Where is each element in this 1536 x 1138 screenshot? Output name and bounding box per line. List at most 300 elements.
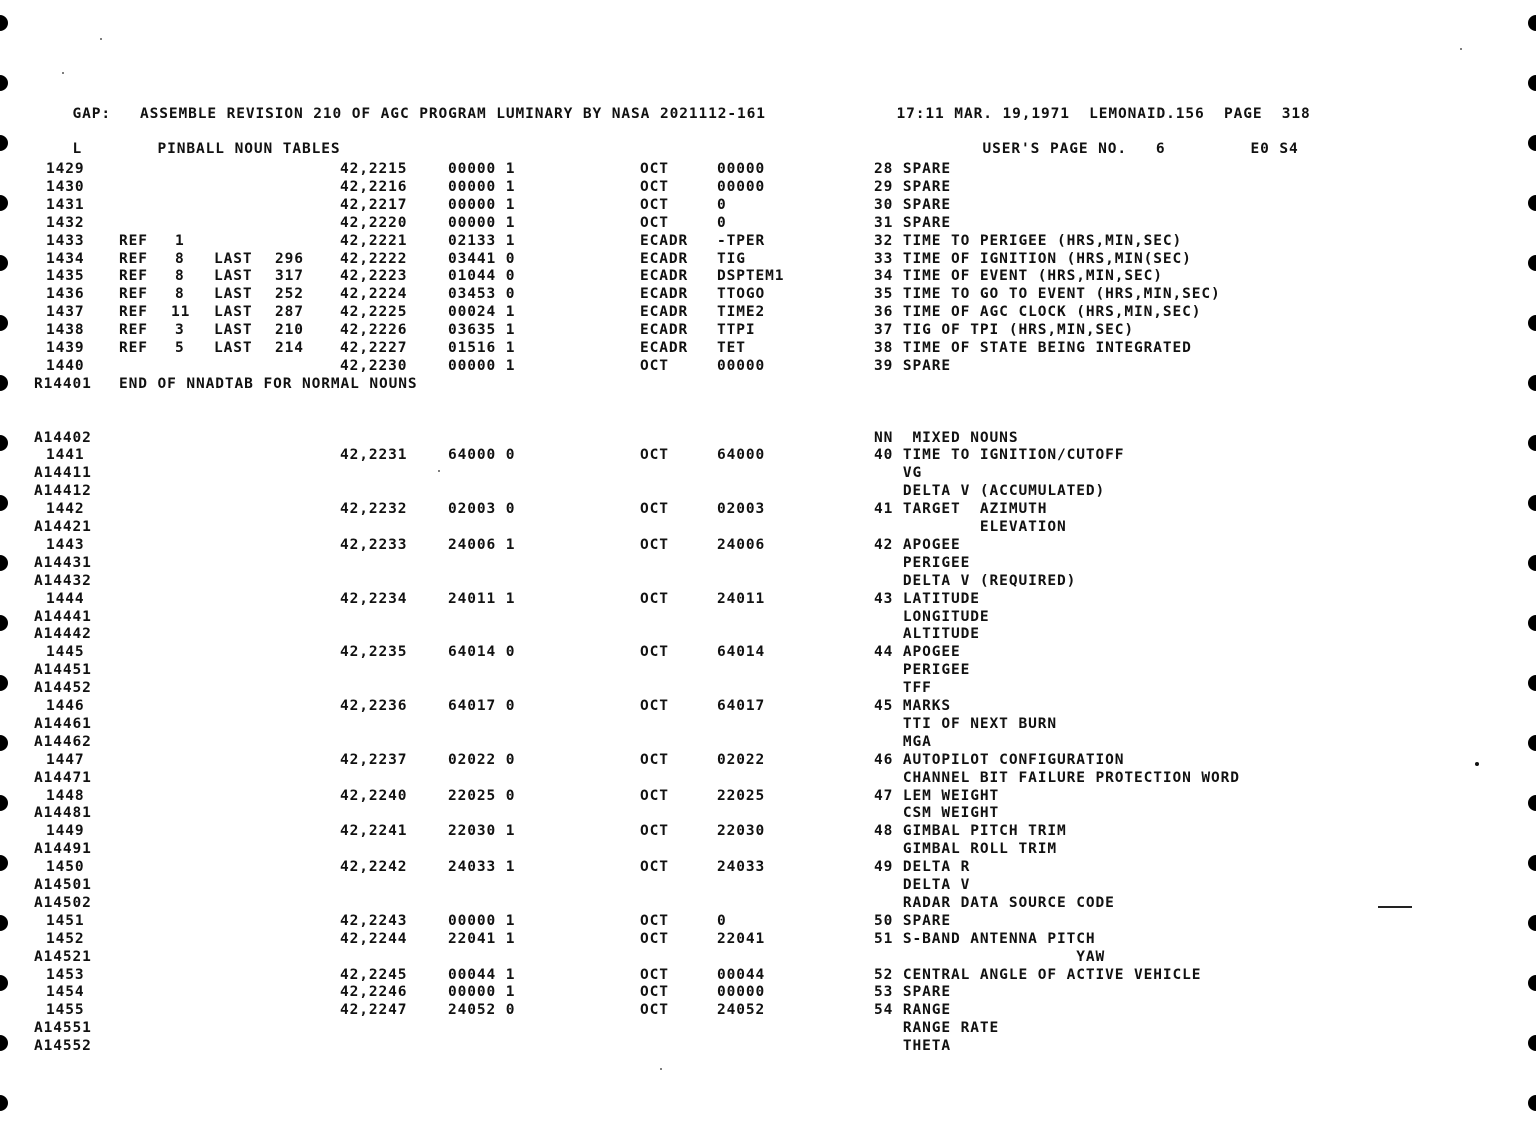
comment: GIMBAL ROLL TRIM — [874, 841, 1057, 858]
operand: 02003 — [717, 501, 766, 518]
opcode: OCT — [640, 751, 669, 768]
listing-line — [0, 251, 1536, 269]
last-label: LAST — [214, 304, 253, 321]
operand: 00000 — [717, 178, 766, 195]
comment: RADAR DATA SOURCE CODE — [874, 894, 1115, 911]
seq-number: 1436 — [46, 286, 85, 303]
opcode: ECADR — [640, 232, 689, 249]
octal-word: 01044 0 — [448, 268, 516, 285]
address: 42,2236 — [340, 698, 408, 714]
address: 42,2233 — [340, 536, 408, 553]
octal-word: 00024 1 — [448, 304, 516, 321]
comment: 36 TIME OF AGC CLOCK (HRS,MIN,SEC) — [874, 304, 1202, 321]
print-dash-mark — [1378, 906, 1412, 908]
operand: 64014 — [717, 644, 766, 661]
address: 42,2221 — [340, 232, 408, 249]
listing-line — [0, 752, 1536, 770]
opcode: OCT — [640, 357, 669, 374]
comment: 50 SPARE — [874, 912, 952, 929]
comment: 35 TIME TO GO TO EVENT (HRS,MIN,SEC) — [874, 286, 1221, 303]
print-speck — [1475, 762, 1479, 766]
comment: 38 TIME OF STATE BEING INTEGRATED — [874, 340, 1192, 356]
comment: 41 TARGET AZIMUTH — [874, 501, 1048, 518]
octal-word: 24011 1 — [448, 590, 516, 607]
comment: 31 SPARE — [874, 214, 952, 231]
address: 42,2225 — [340, 304, 408, 321]
listing-line — [0, 1002, 1536, 1020]
address: 42,2246 — [340, 984, 408, 1001]
seq-number: A14412 — [34, 483, 92, 500]
operand: 00000 — [717, 161, 766, 177]
comment: RANGE RATE — [874, 1020, 1000, 1037]
operand: 00044 — [717, 966, 766, 983]
last-label: LAST — [214, 250, 253, 267]
listing-line — [0, 716, 1536, 734]
ref-count: 8 — [175, 250, 185, 267]
octal-word: 02022 0 — [448, 751, 516, 768]
operand: 0 — [717, 214, 727, 231]
comment: PERIGEE — [874, 554, 971, 571]
address: 42,2240 — [340, 787, 408, 804]
seq-number: 1446 — [46, 698, 85, 714]
comment: LONGITUDE — [874, 608, 990, 625]
opcode: ECADR — [640, 250, 689, 267]
operand: -TPER — [717, 232, 766, 249]
binder-hole — [0, 1095, 8, 1111]
last-label: LAST — [214, 286, 253, 303]
comment: CHANNEL BIT FAILURE PROTECTION WORD — [874, 769, 1240, 786]
last-label: LAST — [214, 322, 253, 339]
ref-label: REF — [119, 268, 148, 285]
page-code: E0 S4 — [1250, 141, 1299, 157]
opcode: OCT — [640, 590, 669, 607]
opcode: ECADR — [640, 340, 689, 356]
address: 42,2216 — [340, 178, 408, 195]
seq-number: A14491 — [34, 841, 92, 858]
seq-number: A14462 — [34, 733, 92, 750]
comment: 52 CENTRAL ANGLE OF ACTIVE VEHICLE — [874, 966, 1202, 983]
seq-number: A14502 — [34, 894, 92, 911]
comment: 43 LATITUDE — [874, 590, 980, 607]
octal-word: 00000 1 — [448, 178, 516, 195]
comment: DELTA V (REQUIRED) — [874, 572, 1077, 589]
opcode: OCT — [640, 161, 669, 177]
listing-line — [0, 430, 1536, 448]
binder-hole — [0, 135, 8, 151]
ref-count: 5 — [175, 340, 185, 356]
ref-label: REF — [119, 250, 148, 267]
listing-line — [0, 501, 1536, 519]
octal-word: 03453 0 — [448, 286, 516, 303]
comment: TFF — [874, 680, 932, 697]
address: 42,2241 — [340, 823, 408, 840]
header-timestamp: 17:11 MAR. 19,1971 LEMONAID.156 PAGE 318 — [896, 106, 1311, 122]
listing-line — [0, 215, 1536, 233]
listing-line — [0, 626, 1536, 644]
comment: THETA — [874, 1038, 952, 1055]
listing-line — [0, 984, 1536, 1002]
comment: VG — [874, 465, 923, 482]
last-page: 287 — [275, 304, 304, 321]
operand: 24006 — [717, 536, 766, 553]
listing-line — [0, 949, 1536, 967]
comment: CSM WEIGHT — [874, 805, 1000, 822]
operand: 24033 — [717, 859, 766, 876]
seq-number: 1443 — [46, 536, 85, 553]
octal-word: 22041 1 — [448, 930, 516, 947]
comment: 47 LEM WEIGHT — [874, 787, 1000, 804]
seq-number: R14401 — [34, 375, 92, 392]
octal-word: 24033 1 — [448, 859, 516, 876]
opcode: OCT — [640, 1002, 669, 1019]
opcode: OCT — [640, 698, 669, 714]
address: 42,2223 — [340, 268, 408, 285]
octal-word: 00044 1 — [448, 966, 516, 983]
last-page: 317 — [275, 268, 304, 285]
listing-line — [0, 573, 1536, 591]
address: 42,2237 — [340, 751, 408, 768]
octal-word: 03441 0 — [448, 250, 516, 267]
listing-line — [0, 447, 1536, 465]
octal-word: 02133 1 — [448, 232, 516, 249]
comment: 39 SPARE — [874, 357, 952, 374]
ref-label: REF — [119, 304, 148, 321]
seq-number: 1432 — [46, 214, 85, 231]
operand: 64017 — [717, 698, 766, 714]
last-label: LAST — [214, 340, 253, 356]
operand: TET — [717, 340, 746, 356]
comment: 49 DELTA R — [874, 859, 971, 876]
listing-line — [0, 233, 1536, 251]
print-speck — [1460, 48, 1462, 50]
operand: 0 — [717, 196, 727, 213]
seq-number: 1444 — [46, 590, 85, 607]
section-title: PINBALL NOUN TABLES — [157, 141, 341, 157]
ref-label: REF — [119, 340, 148, 356]
listing-line — [0, 644, 1536, 662]
listing-line — [0, 376, 1536, 394]
listing-line — [0, 519, 1536, 537]
operand: 02022 — [717, 751, 766, 768]
print-speck — [438, 470, 440, 472]
ref-label: REF — [119, 322, 148, 339]
seq-number: A14402 — [34, 429, 92, 446]
ref-count: 1 — [175, 232, 185, 249]
binder-hole — [1528, 135, 1536, 151]
print-speck — [660, 1068, 662, 1070]
listing-line — [0, 859, 1536, 877]
listing-line — [0, 967, 1536, 985]
last-page: 214 — [275, 340, 304, 356]
seq-number: A14501 — [34, 877, 92, 893]
binder-hole — [0, 15, 8, 31]
address: 42,2245 — [340, 966, 408, 983]
address: 42,2224 — [340, 286, 408, 303]
seq-number: A14481 — [34, 805, 92, 822]
header-type-letter: L — [72, 141, 83, 157]
octal-word: 03635 1 — [448, 322, 516, 339]
opcode: ECADR — [640, 268, 689, 285]
listing-line — [0, 841, 1536, 859]
print-speck — [62, 72, 64, 74]
seq-number: 1441 — [46, 447, 85, 464]
listing-line — [0, 394, 1536, 412]
address: 42,2217 — [340, 196, 408, 213]
seq-number: 1447 — [46, 751, 85, 768]
listing-line — [0, 805, 1536, 823]
listing-line — [0, 197, 1536, 215]
seq-number: 1440 — [46, 357, 85, 374]
comment: 40 TIME TO IGNITION/CUTOFF — [874, 447, 1125, 464]
comment: 44 APOGEE — [874, 644, 961, 661]
opcode: ECADR — [640, 286, 689, 303]
comment: PERIGEE — [874, 662, 971, 679]
octal-word: 00000 1 — [448, 161, 516, 177]
octal-word: 64014 0 — [448, 644, 516, 661]
address: 42,2220 — [340, 214, 408, 231]
comment: ALTITUDE — [874, 626, 980, 643]
operand: 22030 — [717, 823, 766, 840]
seq-number: A14451 — [34, 662, 92, 679]
address: 42,2226 — [340, 322, 408, 339]
listing-line — [0, 591, 1536, 609]
octal-word: 24006 1 — [448, 536, 516, 553]
operand: 0 — [717, 912, 727, 929]
octal-word: 22025 0 — [448, 787, 516, 804]
ref-count: 8 — [175, 286, 185, 303]
address: 42,2215 — [340, 161, 408, 177]
octal-word: 22030 1 — [448, 823, 516, 840]
listing-line — [0, 537, 1536, 555]
seq-number: 1445 — [46, 644, 85, 661]
listing-line — [0, 788, 1536, 806]
last-page: 210 — [275, 322, 304, 339]
seq-number: 1452 — [46, 930, 85, 947]
listing-line — [0, 358, 1536, 376]
seq-number: A14411 — [34, 465, 92, 482]
address: 42,2227 — [340, 340, 408, 356]
seq-number: 1453 — [46, 966, 85, 983]
comment: 46 AUTOPILOT CONFIGURATION — [874, 751, 1125, 768]
seq-number: 1451 — [46, 912, 85, 929]
opcode: OCT — [640, 447, 669, 464]
octal-word: 01516 1 — [448, 340, 516, 356]
listing-line — [0, 877, 1536, 895]
operand: 22041 — [717, 930, 766, 947]
print-speck — [100, 38, 102, 40]
binder-hole — [1528, 75, 1536, 91]
ref-label: REF — [119, 286, 148, 303]
comment: 34 TIME OF EVENT (HRS,MIN,SEC) — [874, 268, 1163, 285]
listing-line — [0, 770, 1536, 788]
seq-number: 1448 — [46, 787, 85, 804]
listing-line — [0, 662, 1536, 680]
binder-hole — [1528, 1095, 1536, 1111]
seq-number: A14471 — [34, 769, 92, 786]
listing-line — [0, 555, 1536, 573]
comment: ELEVATION — [874, 519, 1067, 535]
comment: TTI OF NEXT BURN — [874, 715, 1057, 732]
seq-number: 1449 — [46, 823, 85, 840]
comment: YAW — [874, 948, 1106, 965]
seq-number: 1437 — [46, 304, 85, 321]
seq-number: 1438 — [46, 322, 85, 339]
seq-number: A14442 — [34, 626, 92, 643]
listing-line — [0, 734, 1536, 752]
listing-line — [0, 340, 1536, 358]
address: 42,2234 — [340, 590, 408, 607]
comment: 48 GIMBAL PITCH TRIM — [874, 823, 1067, 840]
comment: 53 SPARE — [874, 984, 952, 1001]
last-page: 252 — [275, 286, 304, 303]
listing-line — [0, 680, 1536, 698]
listing-line — [0, 322, 1536, 340]
comment: DELTA V — [874, 877, 971, 893]
seq-number: 1439 — [46, 340, 85, 356]
opcode: OCT — [640, 912, 669, 929]
opcode: OCT — [640, 984, 669, 1001]
opcode: ECADR — [640, 304, 689, 321]
opcode: OCT — [640, 823, 669, 840]
operand: TTOGO — [717, 286, 766, 303]
binder-hole — [1528, 15, 1536, 31]
listing-line — [0, 1020, 1536, 1038]
octal-word: 00000 1 — [448, 196, 516, 213]
address: 42,2222 — [340, 250, 408, 267]
listing-line — [0, 913, 1536, 931]
ref-count: 11 — [171, 304, 191, 321]
operand: 24052 — [717, 1002, 766, 1019]
seq-number: 1429 — [46, 161, 85, 177]
seq-number: 1454 — [46, 984, 85, 1001]
address: 42,2232 — [340, 501, 408, 518]
listing-line — [0, 895, 1536, 913]
opcode: OCT — [640, 214, 669, 231]
header-assembly-title: GAP: ASSEMBLE REVISION 210 OF AGC PROGRAM LUMINARY BY NASA 2021112-161 — [72, 106, 766, 122]
seq-number: A14452 — [34, 680, 92, 697]
octal-word: 02003 0 — [448, 501, 516, 518]
listing-line — [0, 483, 1536, 501]
comment: NN MIXED NOUNS — [874, 429, 1019, 446]
operand: 00000 — [717, 984, 766, 1001]
operand: TTPI — [717, 322, 756, 339]
listing-line — [0, 609, 1536, 627]
comment: MGA — [874, 733, 932, 750]
listing-line — [0, 179, 1536, 197]
opcode: OCT — [640, 178, 669, 195]
operand: 24011 — [717, 590, 766, 607]
operand: TIME2 — [717, 304, 766, 321]
ref-count: 3 — [175, 322, 185, 339]
listing-line — [0, 412, 1536, 430]
opcode: OCT — [640, 196, 669, 213]
listing-line — [0, 268, 1536, 286]
octal-word: 00000 1 — [448, 357, 516, 374]
octal-word: 24052 0 — [448, 1002, 516, 1019]
seq-number: A14431 — [34, 554, 92, 571]
listing-line — [0, 698, 1536, 716]
seq-number: 1442 — [46, 501, 85, 518]
user-page-number: USER'S PAGE NO. 6 — [982, 141, 1166, 157]
seq-number: 1431 — [46, 196, 85, 213]
listing-line — [0, 823, 1536, 841]
comment: 51 S-BAND ANTENNA PITCH — [874, 930, 1096, 947]
comment: 29 SPARE — [874, 178, 952, 195]
listing-line — [0, 931, 1536, 949]
opcode: OCT — [640, 536, 669, 553]
comment: 37 TIG OF TPI (HRS,MIN,SEC) — [874, 322, 1135, 339]
operand: TIG — [717, 250, 746, 267]
address: 42,2244 — [340, 930, 408, 947]
last-page: 296 — [275, 250, 304, 267]
opcode: ECADR — [640, 322, 689, 339]
last-label: LAST — [214, 268, 253, 285]
opcode: OCT — [640, 787, 669, 804]
operand: DSPTEM1 — [717, 268, 785, 285]
octal-word: 64000 0 — [448, 447, 516, 464]
opcode: OCT — [640, 501, 669, 518]
seq-number: 1450 — [46, 859, 85, 876]
address: 42,2242 — [340, 859, 408, 876]
opcode: OCT — [640, 644, 669, 661]
seq-number: A14551 — [34, 1020, 92, 1037]
seq-number: 1430 — [46, 178, 85, 195]
operand: 22025 — [717, 787, 766, 804]
comment: 30 SPARE — [874, 196, 952, 213]
address: 42,2230 — [340, 357, 408, 374]
seq-number: A14432 — [34, 572, 92, 589]
seq-number: A14461 — [34, 715, 92, 732]
octal-word: 00000 1 — [448, 214, 516, 231]
comment: 28 SPARE — [874, 161, 952, 177]
address: 42,2235 — [340, 644, 408, 661]
seq-number: A14552 — [34, 1038, 92, 1055]
seq-number: A14521 — [34, 948, 92, 965]
listing-line — [0, 1038, 1536, 1056]
opcode: OCT — [640, 930, 669, 947]
comment: 42 APOGEE — [874, 536, 961, 553]
statement-text: END OF NNADTAB FOR NORMAL NOUNS — [119, 375, 418, 392]
comment: 54 RANGE — [874, 1002, 952, 1019]
binder-hole — [0, 75, 8, 91]
address: 42,2243 — [340, 912, 408, 929]
seq-number: 1433 — [46, 232, 85, 249]
address: 42,2231 — [340, 447, 408, 464]
ref-count: 8 — [175, 268, 185, 285]
operand: 64000 — [717, 447, 766, 464]
comment: 33 TIME OF IGNITION (HRS,MIN(SEC) — [874, 250, 1192, 267]
octal-word: 00000 1 — [448, 984, 516, 1001]
seq-number: A14421 — [34, 519, 92, 535]
listing-line — [0, 161, 1536, 179]
seq-number: 1434 — [46, 250, 85, 267]
octal-word: 00000 1 — [448, 912, 516, 929]
listing-line — [0, 286, 1536, 304]
comment: 32 TIME TO PERIGEE (HRS,MIN,SEC) — [874, 232, 1183, 249]
listing-line — [0, 465, 1536, 483]
listing-line — [0, 304, 1536, 322]
opcode: OCT — [640, 859, 669, 876]
address: 42,2247 — [340, 1002, 408, 1019]
seq-number: 1455 — [46, 1002, 85, 1019]
opcode: OCT — [640, 966, 669, 983]
comment: DELTA V (ACCUMULATED) — [874, 483, 1106, 500]
operand: 00000 — [717, 357, 766, 374]
seq-number: A14441 — [34, 608, 92, 625]
seq-number: 1435 — [46, 268, 85, 285]
ref-label: REF — [119, 232, 148, 249]
comment: 45 MARKS — [874, 698, 952, 714]
